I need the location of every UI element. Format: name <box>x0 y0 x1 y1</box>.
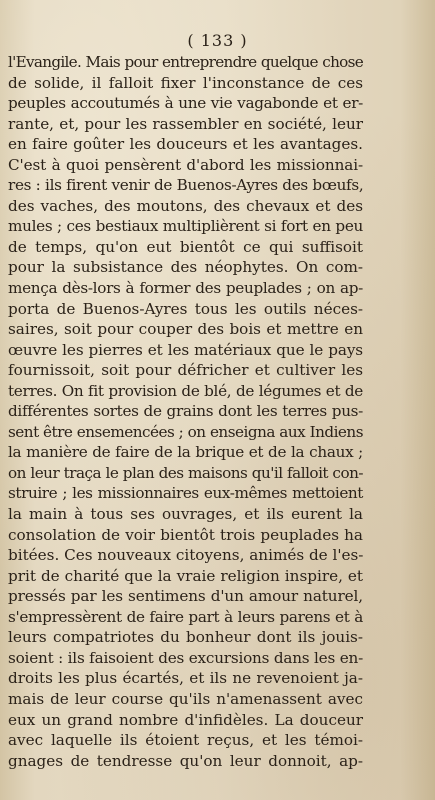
text-line: soient : ils faisoient des excursions dans les en- <box>8 648 363 667</box>
text-line: en faire goûter les douceurs et les avantages. <box>8 135 363 154</box>
text-line: porta de Buenos-Ayres tous les outils néces- <box>8 299 363 318</box>
text-line: différentes sortes de grains dont les terres pus- <box>8 402 363 421</box>
text-line: terres. On fit provision de blé, de légumes et de <box>8 381 363 400</box>
text-line: la manière de faire de la brique et de la chaux ; <box>8 443 363 462</box>
text-line: l'Evangile. Mais pour entreprendre quelque chose <box>8 53 363 71</box>
text-line: fournissoit, soit pour défricher et cultiver les <box>8 361 363 380</box>
text-line: la main à tous ses ouvrages, et ils eurent la <box>8 505 363 524</box>
text-line: eux un grand nombre d'infidèles. La douceur <box>8 710 363 729</box>
text-line: gnages de tendresse qu'on leur donnoit, ap- <box>8 751 363 770</box>
text-line: res : ils firent venir de Buenos-Ayres des bœufs, <box>8 176 364 195</box>
text-line: saires, soit pour couper des bois et mettre en <box>8 320 363 339</box>
text-line: pressés par les sentimens d'un amour naturel, <box>8 587 363 606</box>
text-line: prit de charité que la vraie religion inspire, et <box>8 566 363 585</box>
text-line: des vaches, des moutons, des chevaux et des <box>8 196 363 215</box>
text-line: peuples accoutumés à une vie vagabonde et er- <box>8 94 363 113</box>
body-text <box>8 52 363 771</box>
text-line: avec laquelle ils étoient reçus, et les témoi- <box>8 731 363 750</box>
text-line: consolation de voir bientôt trois peuplades ha <box>8 525 363 544</box>
text-line: œuvre les pierres et les matériaux que le pays <box>8 340 363 359</box>
text-line: mença dès-lors à former des peuplades ; on ap- <box>8 279 363 298</box>
text-line: s'empressèrent de faire part à leurs parens et à <box>8 607 363 626</box>
text-line: mais de leur course qu'ils n'amenassent avec <box>8 689 363 708</box>
text-line: C'est à quoi pensèrent d'abord les missionnai- <box>8 155 363 174</box>
text-line: on leur traça le plan des maisons qu'il falloit con- <box>8 463 363 482</box>
text-line: pour la subsistance des néophytes. On com- <box>8 258 363 277</box>
text-line: droits les plus écartés, et ils ne revenoient ja- <box>8 669 363 688</box>
text-line: struire ; les missionnaires eux-mêmes mettoient <box>8 484 363 503</box>
text-line: sent être ensemencées ; on enseigna aux Indiens <box>8 422 363 441</box>
text-line: rante, et, pour les rassembler en société, leur <box>8 114 363 133</box>
page-number: ( 133 ) <box>187 31 248 50</box>
text-line: leurs compatriotes du bonheur dont ils jouis- <box>8 628 363 647</box>
text-line: de solide, il falloit fixer l'inconstance de ces <box>8 73 363 92</box>
text-line: mules ; ces bestiaux multiplièrent si fort en peu <box>8 217 363 236</box>
text-line: de temps, qu'on eut bientôt ce qui suffisoit <box>8 237 363 256</box>
text-line: bitées. Ces nouveaux citoyens, animés de l'es- <box>8 546 364 565</box>
